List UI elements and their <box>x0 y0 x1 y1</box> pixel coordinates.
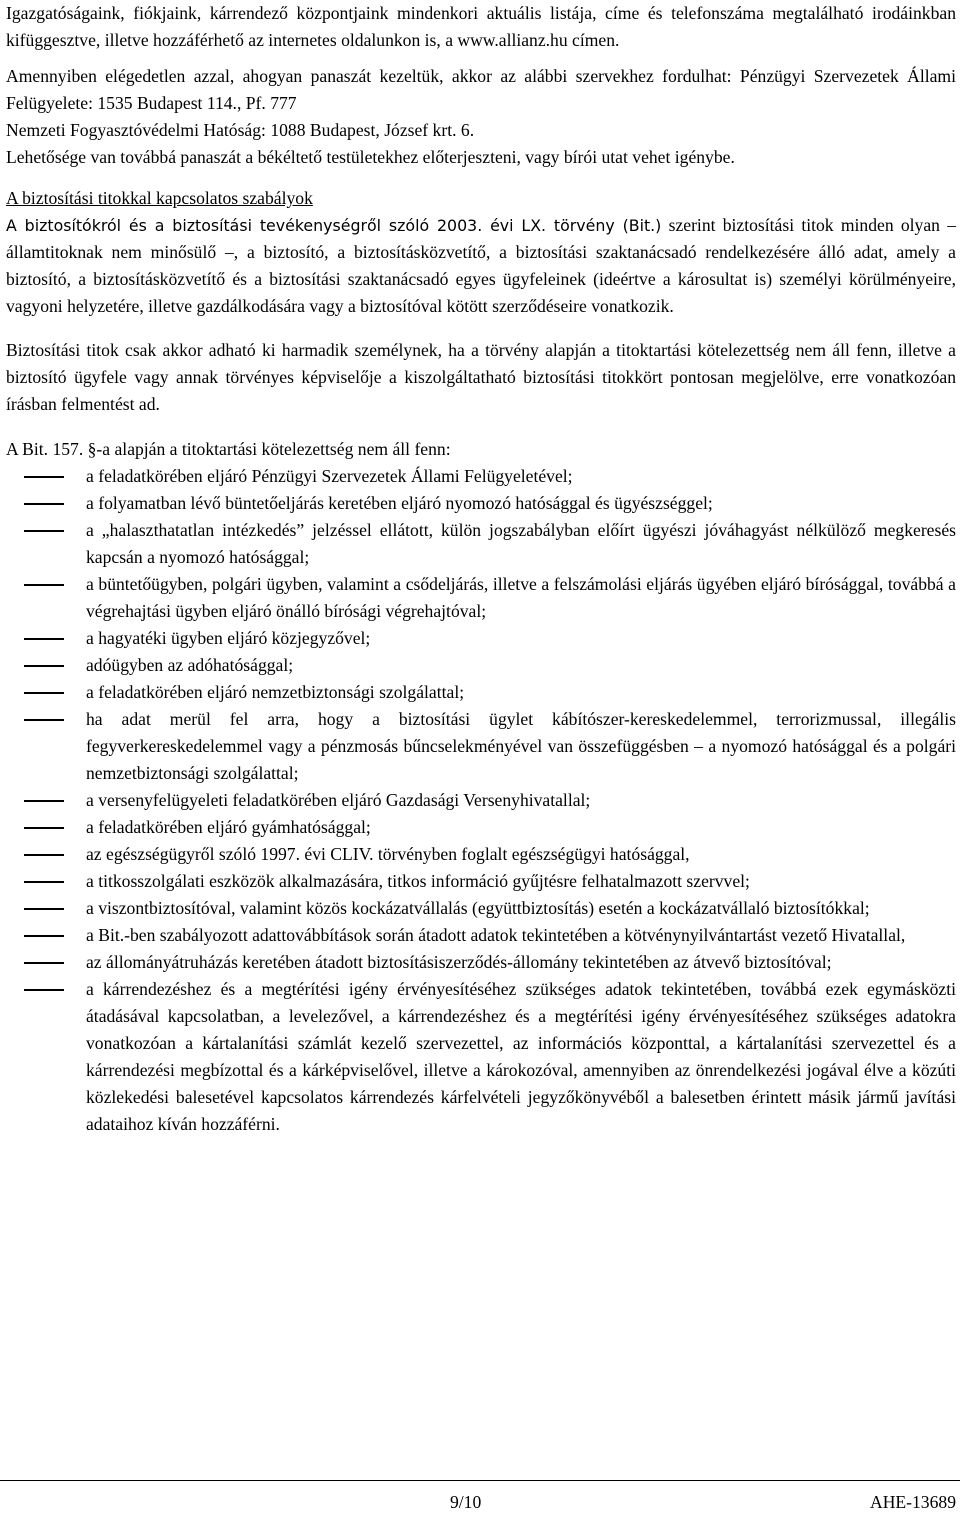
list-item: a hagyatéki ügyben eljáró közjegyzővel; <box>86 628 371 648</box>
page-number: 9/10 <box>450 1492 482 1512</box>
document-page <box>6 0 956 1138</box>
list-item: a versenyfelügyeleti feladatkörében eljáró Gazdasági Versenyhivatallal; <box>86 790 591 810</box>
list-item: a Bit.-ben szabályozott adattovábbítások során átadott adatok tekintetében a kötvénynyilvántartást vezető Hivatallal, <box>86 925 906 945</box>
list-item: az állományátruházás keretében átadott biztosításiszerződés-állomány tekintetében az átvevő biztosítóval; <box>86 952 832 972</box>
list-item: a „halaszthatatlan intézkedés” jelzéssel ellátott, külön jogszabályban előírt ügyészi jóváhagyást nélkülöző megkeresés kapcsán a nyomozó hatósággal; <box>86 520 956 567</box>
list-item: a kárrendezéshez és a megtérítési igény érvényesítéséhez szükséges adatok tekintetében, továbbá ezek egymásközti átadásával kapcsolatban, a levelezővel, a kárrendezéshez és a megtérítési igény érvényesítéséhez szükséges adatokra vonatkozóan a kártalanítási számlát kezelő szervezettel, az információs központtal, a kártalanítási szervezettel és a kárrendezési megbízottal és a kárképviselővel, illetve a károkozóval, amennyiben az önrendelkezési jogával élve a közúti közlekedési balesetével kapcsolatos kárrendezés kárfelvételi jegyzőkönyvéből a balesetben érintett másik jármű javítási adataihoz kíván hozzáférni. <box>86 979 956 1134</box>
list-item: a folyamatban lévő büntetőeljárás keretében eljáró nyomozó hatósággal és ügyészséggel; <box>86 493 713 513</box>
paragraph-secret-definition-text: szerint biztosítási titok minden olyan – államtitoknak nem minősülő –, a biztosító, a biztosításközvetítő, a biztosítási szaktanácsadó rendelkezésére álló adat, amely a biztosító, a biztosításközvetítő és a biztosítási szaktanácsadó egyes ügyfeleinek (ideértve a károsultat is) személyi körülményeire, vagyoni helyzetére, illetve gazdálkodására vagy a biztosítóval kötött szerződéseire vonatkozik. <box>6 215 956 316</box>
paragraph-disclosure: Biztosítási titok csak akkor adható ki harmadik személynek, ha a törvény alapján a titoktartási kötelezettség nem áll fenn, illetve a biztosító ügyfele vagy annak törvényes képviselője a kiszolgáltatható biztosítási titokkört pontosan megjelölve, erre vonatkozóan írásban felmentést ad. <box>6 340 956 414</box>
list-item: a feladatkörében eljáró Pénzügyi Szervezetek Állami Felügyeletével; <box>86 466 573 486</box>
list-item: adóügyben az adóhatósággal; <box>86 655 294 675</box>
list-item: ha adat merül fel arra, hogy a biztosítási ügylet kábítószer-kereskedelemmel, terrorizmussal, illegális fegyverkereskedelemmel vagy a pénzmosás bűncselekményével van összefüggésben – a nyomozó hatósággal és a polgári nemzetbiztonsági szolgálattal; <box>86 709 956 783</box>
list-item: az egészségügyről szóló 1997. évi CLIV. törvényben foglalt egészségügyi hatósággal, <box>86 844 690 864</box>
list-item: a büntetőügyben, polgári ügyben, valamint a csődeljárás, illetve a felszámolási eljárás ügyében eljáró bírósággal, továbbá a végrehajtási ügyben eljáró önálló bírósági végrehajtóval; <box>86 574 956 621</box>
document-code: AHE-13689 <box>869 1492 956 1512</box>
paragraph-arbitration: Lehetősége van továbbá panaszát a békéltető testületekhez előterjeszteni, vagy bírói utat vehet igénybe. <box>6 147 735 167</box>
list-item: a viszontbiztosítóval, valamint közös kockázatvállalás (együttbiztosítás) esetén a kockázatvállaló biztosítókkal; <box>86 898 870 918</box>
page-footer <box>0 1480 960 1510</box>
paragraph-branches: Igazgatóságaink, fiókjaink, kárrendező központjaink mindenkori aktuális listája, címe és telefonszáma megtalálható irodáinkban kifüggesztve, illetve hozzáférhető az internetes oldalunkon is, a www.allianz.hu címen. <box>6 3 956 50</box>
list-item: a titkosszolgálati eszközök alkalmazására, titkos információ gyűjtésre felhatalmazott szervvel; <box>86 871 750 891</box>
exceptions-list <box>6 463 956 1138</box>
paragraph-consumer-authority: Nemzeti Fogyasztóvédelmi Hatóság: 1088 Budapest, József krt. 6. <box>6 120 475 140</box>
section-heading: A biztosítási titokkal kapcsolatos szabályok <box>6 188 313 208</box>
paragraph-secret-definition <box>6 212 956 320</box>
list-item: a feladatkörében eljáró gyámhatósággal; <box>86 817 371 837</box>
paragraph-complaint-authorities: Amennyiben elégedetlen azzal, ahogyan panaszát kezeltük, akkor az alábbi szervekhez fordulhat: Pénzügyi Szervezetek Állami Felügyelete: 1535 Budapest 114., Pf. 777 <box>6 66 956 113</box>
list-item: a feladatkörében eljáró nemzetbiztonsági szolgálattal; <box>86 682 465 702</box>
paragraph-exceptions-intro: A Bit. 157. §-a alapján a titoktartási kötelezettség nem áll fenn: <box>6 439 451 459</box>
law-reference: A biztosítókról és a biztosítási tevékenységről szóló 2003. évi LX. törvény (Bit.) <box>6 216 662 235</box>
